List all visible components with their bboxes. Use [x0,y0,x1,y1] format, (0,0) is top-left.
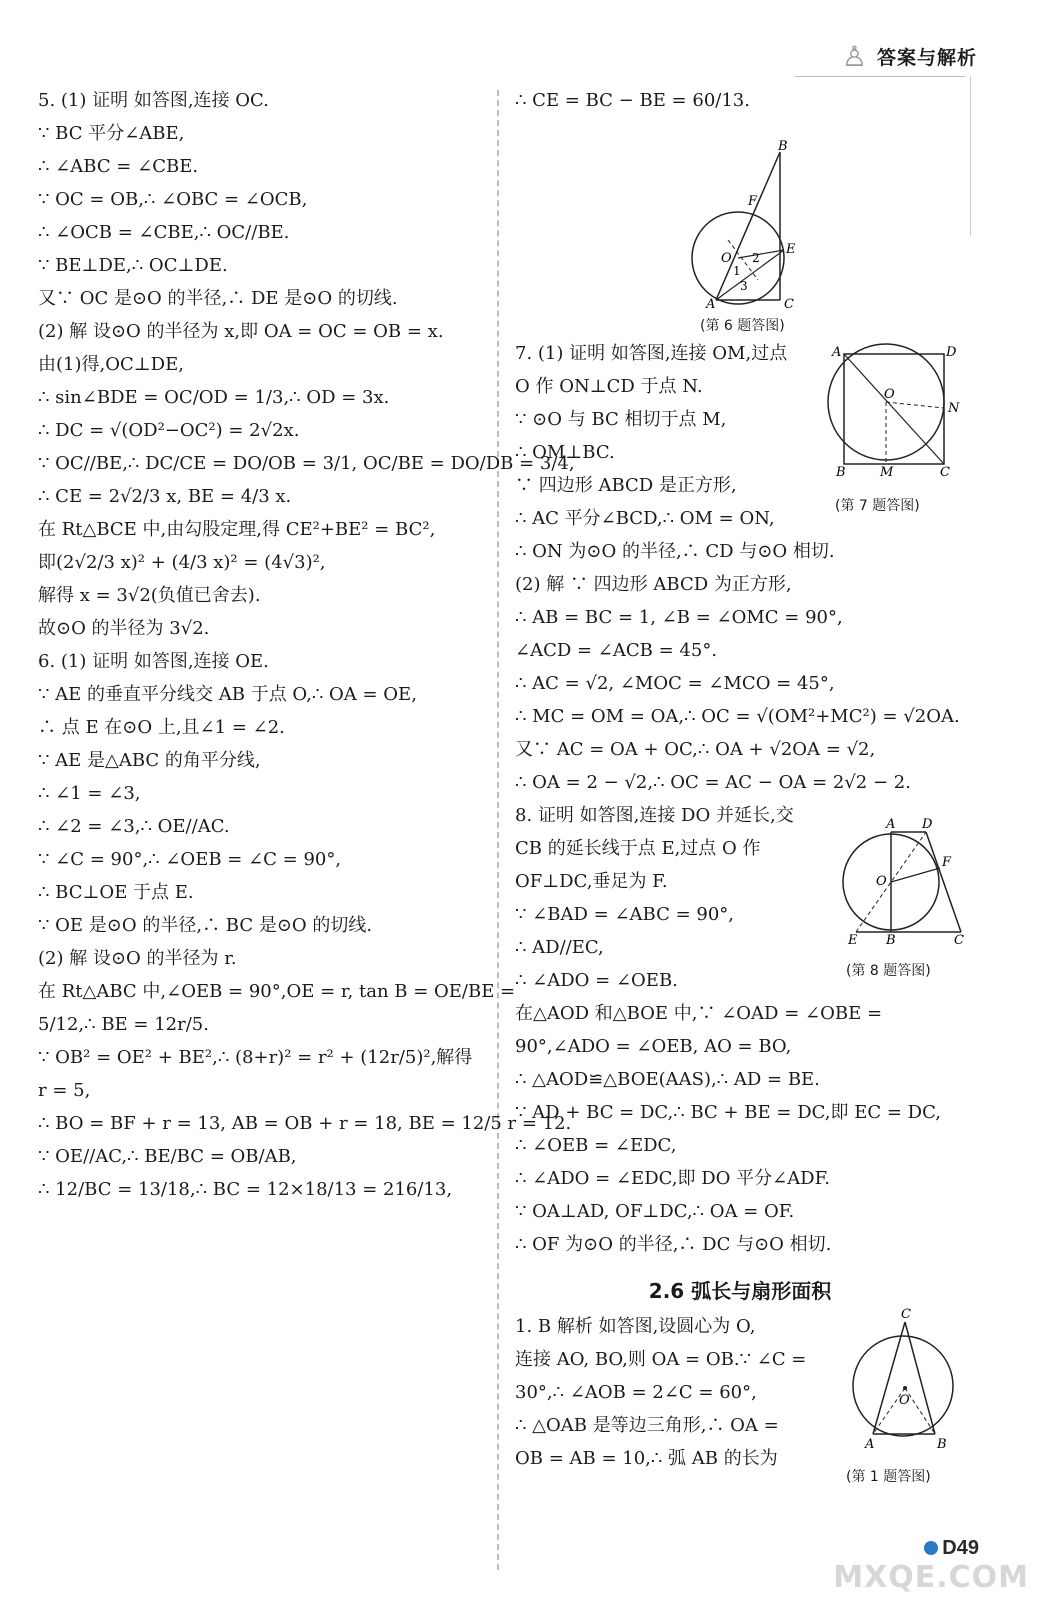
text-line: ∵ AE 的垂直平分线交 AB 于点 O,∴ OA = OE, [38,684,417,705]
text-line: 7. (1) 证明 如答图,连接 OM,过点 [515,343,788,364]
svg-text:C: C [784,297,794,310]
page-header [842,40,977,73]
text-line: 解得 x = 3√2(负值已舍去). [38,585,261,606]
text-line: 在△AOD 和△BOE 中,∵ ∠OAD = ∠OBE = [515,1003,883,1024]
text-line: ∵ BE⊥DE,∴ OC⊥DE. [38,255,228,276]
svg-text:E: E [848,933,858,947]
text-line: ∴ OM⊥BC. [515,442,615,463]
header-rule [795,76,965,77]
text-line: (2) 解 设⊙O 的半径为 r. [38,948,237,969]
svg-text:E: E [786,242,796,257]
text-line: 在 Rt△ABC 中,∠OEB = 90°,OE = r, tan B = OE/BE = [38,981,516,1002]
text-line: ∴ CE = 2√2/3 x, BE = 4/3 x. [38,486,292,507]
svg-text:F: F [748,194,758,209]
svg-text:C: C [940,465,950,480]
text-line: ∵ OC//BE,∴ DC/CE = DO/OB = 3/1, OC/BE = DO/DB = 3/4, [38,453,575,474]
text-line: OB = AB = 10,∴ 弧 AB 的长为 [515,1448,778,1469]
figure-6-caption: (第 6 题答图) [700,318,785,334]
text-line: 8. 证明 如答图,连接 DO 并延长,交 [515,805,794,826]
svg-text:A: A [832,345,842,360]
svg-text:B: B [836,465,846,480]
figure-8-caption: (第 8 题答图) [846,963,931,979]
text-line: ∵ OE//AC,∴ BE/BC = OB/AB, [38,1146,297,1167]
reader-icon: ♙ [841,40,867,73]
right-column-section [515,1310,845,1475]
text-line: ∴ sin∠BDE = OC/OD = 1/3,∴ OD = 3x. [38,387,390,408]
figure-6 [688,140,808,310]
column-divider [497,90,499,1570]
text-line: 5. (1) 证明 如答图,连接 OC. [38,90,269,111]
text-line: 故⊙O 的半径为 3√2. [38,618,210,639]
svg-text:A: A [886,817,896,832]
text-line: ∴ BC⊥OE 于点 E. [38,882,194,903]
figure-1 [843,1308,963,1458]
text-line: 由(1)得,OC⊥DE, [38,354,184,375]
svg-text:3: 3 [740,279,748,293]
text-line: ∵ 四边形 ABCD 是正方形, [515,475,737,496]
text-line: ∴ ∠1 = ∠3, [38,783,141,804]
text-line: 连接 AO, BO,则 OA = OB.∵ ∠C = [515,1349,807,1370]
watermark: MXQE.COM [833,1560,1029,1595]
text-line: ∴ DC = √(OD²−OC²) = 2√2x. [38,420,300,441]
text-line: ∴ 12/BC = 13/18,∴ BC = 12×18/13 = 216/13, [38,1179,453,1200]
text-line: ∴ ∠ADO = ∠EDC,即 DO 平分∠ADF. [515,1168,831,1189]
text-line: ∴ ∠OCB = ∠CBE,∴ OC//BE. [38,222,290,243]
text-line: r = 5, [38,1080,91,1101]
text-line: ∴ AD//EC, [515,937,604,958]
text-line: ∵ OA⊥AD, OF⊥DC,∴ OA = OF. [515,1201,795,1222]
header-title: 答案与解析 [876,47,977,69]
text-line: ∴ △OAB 是等边三角形,∴ OA = [515,1415,779,1436]
text-line: ∴ ∠OEB = ∠EDC, [515,1135,677,1156]
text-line: ∵ ∠C = 90°,∴ ∠OEB = ∠C = 90°, [38,849,342,870]
text-line: ∵ BC 平分∠ABE, [38,123,185,144]
text-line: ∴ AC 平分∠BCD,∴ OM = ON, [515,508,775,529]
figure-1-caption: (第 1 题答图) [846,1469,931,1485]
svg-text:M: M [880,465,894,480]
svg-text:B: B [886,933,896,947]
text-line: ∴ AC = √2, ∠MOC = ∠MCO = 45°, [515,673,835,694]
section-title: 2.6 弧长与扇形面积 [648,1279,832,1303]
text-line: ∵ ∠BAD = ∠ABC = 90°, [515,904,735,925]
svg-text:O: O [884,387,895,402]
svg-text:A: A [706,297,716,310]
text-line: ∴ 点 E 在⊙O 上,且∠1 = ∠2. [38,717,285,738]
svg-text:F: F [942,855,952,870]
text-line: ∴ BO = BF + r = 13, AB = OB + r = 18, BE = 12/5 r = 12. [38,1113,572,1134]
text-line: ∴ MC = OM = OA,∴ OC = √(OM²+MC²) = √2OA. [515,706,960,727]
text-line: ∴ ∠ADO = ∠OEB. [515,970,678,991]
text-line: ∵ OB² = OE² + BE²,∴ (8+r)² = r² + (12r/5)²,解得 [38,1047,473,1068]
svg-text:D: D [946,345,957,360]
text-line: CB 的延长线于点 E,过点 O 作 [515,838,761,859]
svg-text:O: O [899,1393,910,1408]
text-line: O 作 ON⊥CD 于点 N. [515,376,703,397]
margin-rule [970,76,971,236]
text-line: ∴ OF 为⊙O 的半径,∴ DC 与⊙O 相切. [515,1234,832,1255]
text-line: 又∵ AC = OA + OC,∴ OA + √2OA = √2, [515,739,876,760]
svg-text:C: C [954,933,964,947]
text-line: ∴ ∠ABC = ∠CBE. [38,156,199,177]
text-line: ∵ AE 是△ABC 的角平分线, [38,750,261,771]
figure-7 [826,340,966,480]
svg-text:N: N [948,401,960,416]
text-line: 90°,∠ADO = ∠OEB, AO = BO, [515,1036,792,1057]
text-line: 在 Rt△BCE 中,由勾股定理,得 CE²+BE² = BC², [38,519,436,540]
text-line: (2) 解 ∵ 四边形 ABCD 为正方形, [515,574,792,595]
text-line: ∵ ⊙O 与 BC 相切于点 M, [515,409,727,430]
svg-text:O: O [721,251,732,266]
text-line: ∠ACD = ∠ACB = 45°. [515,640,718,661]
svg-text:A: A [865,1437,875,1452]
text-line: ∴ OA = 2 − √2,∴ OC = AC − OA = 2√2 − 2. [515,772,911,793]
text-line: ∴ ON 为⊙O 的半径,∴ CD 与⊙O 相切. [515,541,835,562]
text-line: 又∵ OC 是⊙O 的半径,∴ DE 是⊙O 的切线. [38,288,398,309]
text-line: OF⊥DC,垂足为 F. [515,871,668,892]
svg-text:1: 1 [733,264,741,278]
text-line: ∵ AD + BC = DC,∴ BC + BE = DC,即 EC = DC, [515,1102,941,1123]
page-dot-icon [924,1541,938,1555]
text-line: 5/12,∴ BE = 12r/5. [38,1014,209,1035]
figure-8 [836,812,976,947]
text-line: 1. B 解析 如答图,设圆心为 O, [515,1316,756,1337]
svg-text:2: 2 [752,251,760,265]
text-line: 6. (1) 证明 如答图,连接 OE. [38,651,269,672]
page-number: D49 [924,1537,979,1560]
svg-text:O: O [876,874,887,889]
svg-text:C: C [901,1308,911,1322]
text-line: 即(2√2/3 x)² + (4/3 x)² = (4√3)², [38,552,326,573]
svg-text:B: B [778,140,788,154]
text-line: (2) 解 设⊙O 的半径为 x,即 OA = OC = OB = x. [38,321,444,342]
text-line: ∴ △AOD≌△BOE(AAS),∴ AD = BE. [515,1069,820,1090]
svg-text:B: B [937,1437,947,1452]
text-line: ∵ OC = OB,∴ ∠OBC = ∠OCB, [38,189,308,210]
svg-text:D: D [922,817,933,832]
text-line: ∴ ∠2 = ∠3,∴ OE//AC. [38,816,230,837]
text-line: ∴ AB = BC = 1, ∠B = ∠OMC = 90°, [515,607,843,628]
text-line: ∴ CE = BC − BE = 60/13. [515,90,750,111]
figure-7-caption: (第 7 题答图) [835,498,920,514]
text-line: ∵ OE 是⊙O 的半径,∴ BC 是⊙O 的切线. [38,915,373,936]
text-line: 30°,∴ ∠AOB = 2∠C = 60°, [515,1382,757,1403]
